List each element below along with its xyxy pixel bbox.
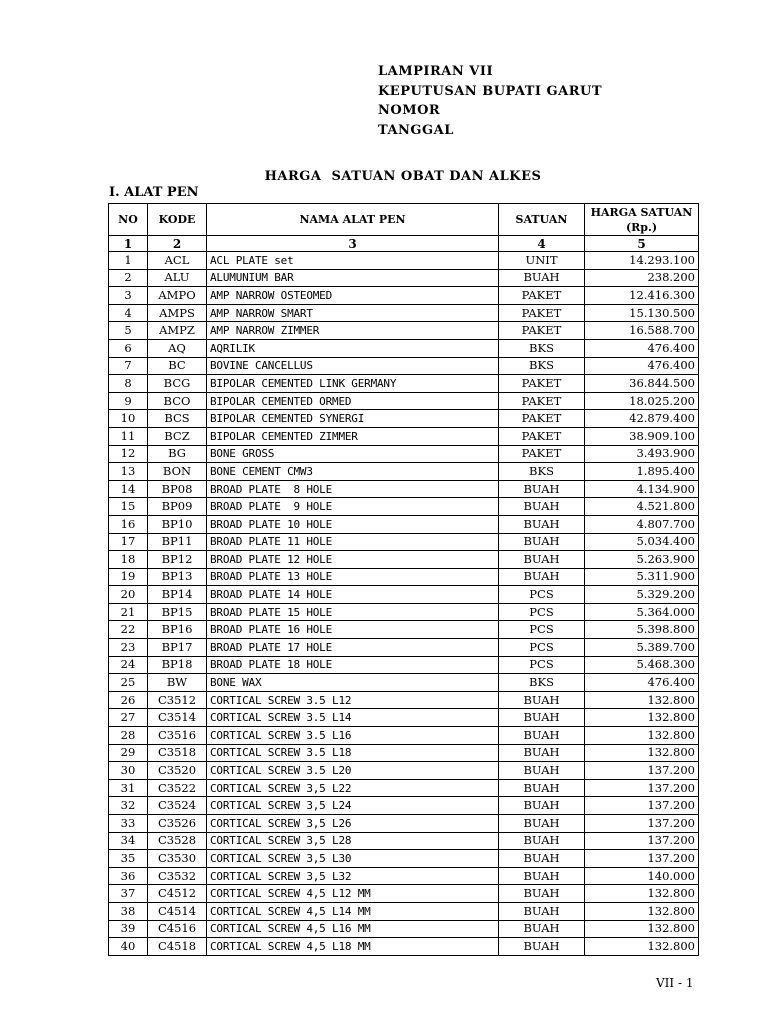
header-nama: NAMA ALAT PEN <box>207 204 499 236</box>
item-name: BIPOLAR CEMENTED LINK GERMANY <box>207 375 499 393</box>
item-name: BONE GROSS <box>207 445 499 463</box>
item-name: BROAD PLATE 14 HOLE <box>207 586 499 604</box>
table-header-row <box>109 204 699 236</box>
item-code: BP17 <box>148 639 207 657</box>
item-price: 476.400 <box>585 674 699 692</box>
item-code: BP13 <box>148 568 207 586</box>
column-number-row <box>109 236 699 252</box>
item-code: AQ <box>148 339 207 357</box>
item-name: CORTICAL SCREW 4,5 L18 MM <box>207 938 499 956</box>
item-name: BROAD PLATE 8 HOLE <box>207 480 499 498</box>
row-number: 1 <box>109 252 148 270</box>
row-number: 31 <box>109 779 148 797</box>
item-price: 4.521.800 <box>585 498 699 516</box>
item-name: BIPOLAR CEMENTED ORMED <box>207 392 499 410</box>
item-code: AMPZ <box>148 322 207 340</box>
item-name: BOVINE CANCELLUS <box>207 357 499 375</box>
item-code: C3522 <box>148 779 207 797</box>
item-name: CORTICAL SCREW 3.5 L20 <box>207 762 499 780</box>
item-name: AMP NARROW SMART <box>207 304 499 322</box>
row-number: 39 <box>109 920 148 938</box>
row-number: 24 <box>109 656 148 674</box>
table-row <box>109 463 699 481</box>
item-price: 132.800 <box>585 902 699 920</box>
item-price: 132.800 <box>585 938 699 956</box>
item-name: CORTICAL SCREW 3,5 L32 <box>207 867 499 885</box>
item-code: BP18 <box>148 656 207 674</box>
item-name: CORTICAL SCREW 3.5 L14 <box>207 709 499 727</box>
item-name: BROAD PLATE 10 HOLE <box>207 515 499 533</box>
row-number: 21 <box>109 603 148 621</box>
item-price: 137.200 <box>585 779 699 797</box>
item-price: 12.416.300 <box>585 287 699 305</box>
item-unit: BUAH <box>499 762 585 780</box>
item-unit: BUAH <box>499 709 585 727</box>
item-name: ACL PLATE set <box>207 252 499 270</box>
row-number: 3 <box>109 287 148 305</box>
row-number: 13 <box>109 463 148 481</box>
item-unit: BUAH <box>499 480 585 498</box>
item-name: CORTICAL SCREW 3.5 L16 <box>207 727 499 745</box>
item-name: BROAD PLATE 12 HOLE <box>207 551 499 569</box>
table-row <box>109 779 699 797</box>
item-code: C4516 <box>148 920 207 938</box>
item-unit: PAKET <box>499 427 585 445</box>
item-unit: BUAH <box>499 885 585 903</box>
item-name: BROAD PLATE 18 HOLE <box>207 656 499 674</box>
item-code: BP12 <box>148 551 207 569</box>
item-price: 1.895.400 <box>585 463 699 481</box>
column-number: 5 <box>585 236 699 252</box>
item-code: BP08 <box>148 480 207 498</box>
header-keputusan: KEPUTUSAN BUPATI GARUT <box>378 83 603 99</box>
column-number: 1 <box>109 236 148 252</box>
item-price: 5.311.900 <box>585 568 699 586</box>
table-row <box>109 815 699 833</box>
item-unit: PAKET <box>499 322 585 340</box>
item-code: C3514 <box>148 709 207 727</box>
item-unit: BKS <box>499 674 585 692</box>
item-price: 132.800 <box>585 691 699 709</box>
table-row <box>109 304 699 322</box>
item-unit: BUAH <box>499 727 585 745</box>
item-code: BCO <box>148 392 207 410</box>
item-name: CORTICAL SCREW 3,5 L26 <box>207 815 499 833</box>
item-name: CORTICAL SCREW 4,5 L16 MM <box>207 920 499 938</box>
item-price: 5.389.700 <box>585 639 699 657</box>
table-row <box>109 762 699 780</box>
item-price: 42.879.400 <box>585 410 699 428</box>
item-code: AMPS <box>148 304 207 322</box>
item-code: BCZ <box>148 427 207 445</box>
item-name: BROAD PLATE 13 HOLE <box>207 568 499 586</box>
item-name: BROAD PLATE 11 HOLE <box>207 533 499 551</box>
table-row <box>109 445 699 463</box>
table-row <box>109 938 699 956</box>
row-number: 16 <box>109 515 148 533</box>
item-name: CORTICAL SCREW 3,5 L24 <box>207 797 499 815</box>
table-row <box>109 339 699 357</box>
row-number: 37 <box>109 885 148 903</box>
table-row <box>109 568 699 586</box>
item-price: 132.800 <box>585 744 699 762</box>
item-name: AMP NARROW ZIMMER <box>207 322 499 340</box>
header-harga: HARGA SATUAN (Rp.) <box>585 204 699 236</box>
item-price: 4.807.700 <box>585 515 699 533</box>
table-row <box>109 885 699 903</box>
item-name: CORTICAL SCREW 3.5 L12 <box>207 691 499 709</box>
item-code: BCS <box>148 410 207 428</box>
item-unit: BUAH <box>499 850 585 868</box>
item-price: 132.800 <box>585 885 699 903</box>
row-number: 6 <box>109 339 148 357</box>
table-row <box>109 252 699 270</box>
table-row <box>109 639 699 657</box>
row-number: 10 <box>109 410 148 428</box>
item-code: BW <box>148 674 207 692</box>
item-code: C3532 <box>148 867 207 885</box>
item-code: C4518 <box>148 938 207 956</box>
item-unit: BUAH <box>499 867 585 885</box>
item-price: 132.800 <box>585 920 699 938</box>
item-name: AMP NARROW OSTEOMED <box>207 287 499 305</box>
document-header <box>378 62 602 140</box>
row-number: 22 <box>109 621 148 639</box>
row-number: 33 <box>109 815 148 833</box>
row-number: 12 <box>109 445 148 463</box>
row-number: 19 <box>109 568 148 586</box>
table-row <box>109 533 699 551</box>
header-tanggal: TANGGAL <box>378 122 454 138</box>
table-row <box>109 515 699 533</box>
item-code: C3526 <box>148 815 207 833</box>
header-satuan: SATUAN <box>499 204 585 236</box>
table-row <box>109 410 699 428</box>
item-unit: BUAH <box>499 551 585 569</box>
item-price: 137.200 <box>585 797 699 815</box>
item-unit: BUAH <box>499 797 585 815</box>
item-code: AMPO <box>148 287 207 305</box>
item-name: CORTICAL SCREW 3,5 L22 <box>207 779 499 797</box>
row-number: 28 <box>109 727 148 745</box>
row-number: 9 <box>109 392 148 410</box>
table-row <box>109 832 699 850</box>
item-price: 137.200 <box>585 815 699 833</box>
item-unit: BUAH <box>499 938 585 956</box>
item-code: BP11 <box>148 533 207 551</box>
item-price: 476.400 <box>585 339 699 357</box>
page-number: VII - 1 <box>656 976 694 990</box>
item-price: 4.134.900 <box>585 480 699 498</box>
item-unit: BUAH <box>499 779 585 797</box>
row-number: 18 <box>109 551 148 569</box>
column-number: 2 <box>148 236 207 252</box>
item-code: BON <box>148 463 207 481</box>
row-number: 7 <box>109 357 148 375</box>
column-number: 3 <box>207 236 499 252</box>
item-code: C3530 <box>148 850 207 868</box>
row-number: 14 <box>109 480 148 498</box>
item-code: BP15 <box>148 603 207 621</box>
item-unit: PAKET <box>499 445 585 463</box>
item-price: 5.364.000 <box>585 603 699 621</box>
table-row <box>109 867 699 885</box>
item-unit: BUAH <box>499 815 585 833</box>
item-name: CORTICAL SCREW 3,5 L30 <box>207 850 499 868</box>
item-code: BP09 <box>148 498 207 516</box>
item-unit: PAKET <box>499 375 585 393</box>
item-name: BIPOLAR CEMENTED ZIMMER <box>207 427 499 445</box>
row-number: 35 <box>109 850 148 868</box>
table-row <box>109 920 699 938</box>
header-no: NO <box>109 204 148 236</box>
item-name: BROAD PLATE 17 HOLE <box>207 639 499 657</box>
table-row <box>109 902 699 920</box>
document-title: HARGA SATUAN OBAT DAN ALKES <box>264 169 542 184</box>
row-number: 27 <box>109 709 148 727</box>
item-unit: PCS <box>499 656 585 674</box>
table-row <box>109 375 699 393</box>
row-number: 8 <box>109 375 148 393</box>
table-row <box>109 603 699 621</box>
item-name: BONE CEMENT CMW3 <box>207 463 499 481</box>
item-name: BONE WAX <box>207 674 499 692</box>
item-code: C4514 <box>148 902 207 920</box>
table-row <box>109 551 699 569</box>
item-code: BP14 <box>148 586 207 604</box>
item-name: BROAD PLATE 16 HOLE <box>207 621 499 639</box>
item-code: C4512 <box>148 885 207 903</box>
item-unit: PAKET <box>499 410 585 428</box>
item-code: BCG <box>148 375 207 393</box>
item-price: 36.844.500 <box>585 375 699 393</box>
item-price: 476.400 <box>585 357 699 375</box>
header-lampiran: LAMPIRAN VII <box>378 64 494 79</box>
item-unit: PAKET <box>499 392 585 410</box>
row-number: 11 <box>109 427 148 445</box>
item-unit: PCS <box>499 639 585 657</box>
item-code: C3520 <box>148 762 207 780</box>
row-number: 40 <box>109 938 148 956</box>
item-name: BROAD PLATE 15 HOLE <box>207 603 499 621</box>
table-row <box>109 498 699 516</box>
section-title: I. ALAT PEN <box>109 185 199 200</box>
item-name: BIPOLAR CEMENTED SYNERGI <box>207 410 499 428</box>
table-row <box>109 727 699 745</box>
item-price: 15.130.500 <box>585 304 699 322</box>
header-kode: KODE <box>148 204 207 236</box>
item-price: 38.909.100 <box>585 427 699 445</box>
table-body <box>109 252 699 956</box>
item-code: BP16 <box>148 621 207 639</box>
column-number: 4 <box>499 236 585 252</box>
row-number: 36 <box>109 867 148 885</box>
item-code: C3512 <box>148 691 207 709</box>
item-name: CORTICAL SCREW 4,5 L12 MM <box>207 885 499 903</box>
item-price: 137.200 <box>585 832 699 850</box>
row-number: 23 <box>109 639 148 657</box>
row-number: 34 <box>109 832 148 850</box>
table-row <box>109 621 699 639</box>
row-number: 5 <box>109 322 148 340</box>
item-price: 137.200 <box>585 850 699 868</box>
item-name: CORTICAL SCREW 3.5 L18 <box>207 744 499 762</box>
item-code: ALU <box>148 269 207 287</box>
item-unit: BUAH <box>499 902 585 920</box>
row-number: 4 <box>109 304 148 322</box>
row-number: 38 <box>109 902 148 920</box>
row-number: 20 <box>109 586 148 604</box>
item-price: 137.200 <box>585 762 699 780</box>
item-unit: BUAH <box>499 920 585 938</box>
item-unit: BUAH <box>499 832 585 850</box>
item-code: C3528 <box>148 832 207 850</box>
row-number: 15 <box>109 498 148 516</box>
item-price: 5.263.900 <box>585 551 699 569</box>
item-name: ALUMUNIUM BAR <box>207 269 499 287</box>
item-code: BP10 <box>148 515 207 533</box>
table-row <box>109 709 699 727</box>
item-unit: PAKET <box>499 304 585 322</box>
item-unit: BUAH <box>499 533 585 551</box>
item-code: BC <box>148 357 207 375</box>
table-row <box>109 586 699 604</box>
table-row <box>109 850 699 868</box>
item-price: 132.800 <box>585 727 699 745</box>
item-unit: BUAH <box>499 568 585 586</box>
row-number: 17 <box>109 533 148 551</box>
item-name: BROAD PLATE 9 HOLE <box>207 498 499 516</box>
row-number: 29 <box>109 744 148 762</box>
row-number: 32 <box>109 797 148 815</box>
item-unit: PAKET <box>499 287 585 305</box>
item-price: 18.025.200 <box>585 392 699 410</box>
row-number: 30 <box>109 762 148 780</box>
item-unit: PCS <box>499 586 585 604</box>
item-price: 3.493.900 <box>585 445 699 463</box>
table-row <box>109 744 699 762</box>
item-code: C3516 <box>148 727 207 745</box>
item-unit: PCS <box>499 621 585 639</box>
header-nomor: NOMOR <box>378 103 441 118</box>
table-row <box>109 269 699 287</box>
table-row <box>109 322 699 340</box>
row-number: 25 <box>109 674 148 692</box>
row-number: 26 <box>109 691 148 709</box>
item-name: CORTICAL SCREW 3,5 L28 <box>207 832 499 850</box>
item-code: ACL <box>148 252 207 270</box>
item-unit: BUAH <box>499 498 585 516</box>
item-name: AQRILIK <box>207 339 499 357</box>
table-row <box>109 797 699 815</box>
table-row <box>109 674 699 692</box>
item-price: 132.800 <box>585 709 699 727</box>
table-row <box>109 427 699 445</box>
item-unit: BUAH <box>499 744 585 762</box>
item-unit: BKS <box>499 357 585 375</box>
table-row <box>109 357 699 375</box>
item-name: CORTICAL SCREW 4,5 L14 MM <box>207 902 499 920</box>
item-price: 5.398.800 <box>585 621 699 639</box>
item-code: C3518 <box>148 744 207 762</box>
item-price: 5.034.400 <box>585 533 699 551</box>
item-unit: BKS <box>499 339 585 357</box>
item-code: C3524 <box>148 797 207 815</box>
table-row <box>109 656 699 674</box>
item-unit: BKS <box>499 463 585 481</box>
table-row <box>109 480 699 498</box>
table-row <box>109 691 699 709</box>
row-number: 2 <box>109 269 148 287</box>
item-code: BG <box>148 445 207 463</box>
item-unit: UNIT <box>499 252 585 270</box>
item-unit: BUAH <box>499 691 585 709</box>
item-price: 140.000 <box>585 867 699 885</box>
item-price: 16.588.700 <box>585 322 699 340</box>
table-row <box>109 287 699 305</box>
item-price: 14.293.100 <box>585 252 699 270</box>
item-price: 5.468.300 <box>585 656 699 674</box>
item-unit: BUAH <box>499 515 585 533</box>
item-unit: BUAH <box>499 269 585 287</box>
price-table <box>108 203 699 956</box>
item-price: 238.200 <box>585 269 699 287</box>
item-unit: PCS <box>499 603 585 621</box>
item-price: 5.329.200 <box>585 586 699 604</box>
table-row <box>109 392 699 410</box>
